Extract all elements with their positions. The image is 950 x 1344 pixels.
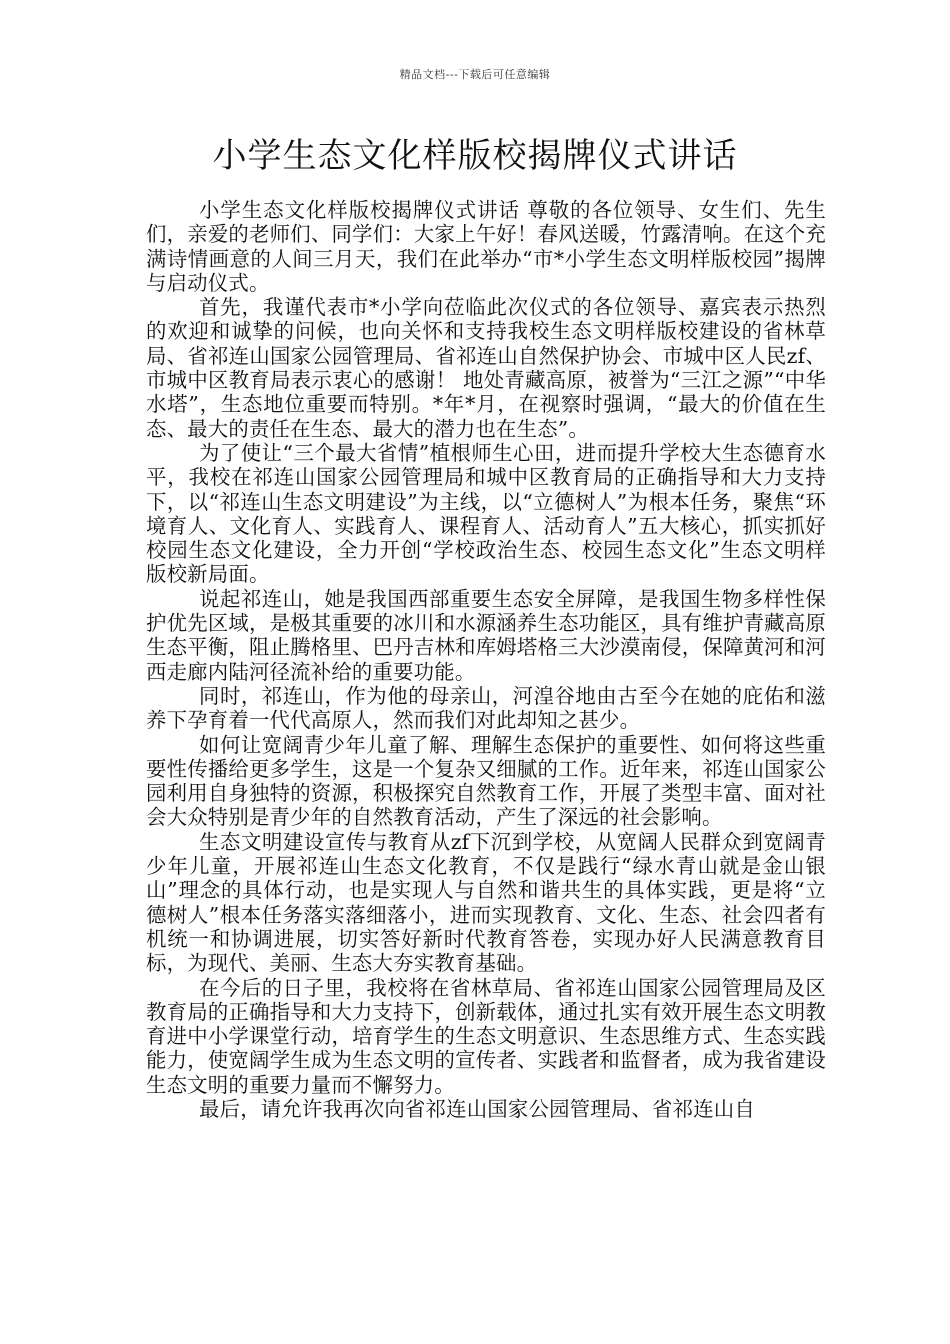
page-title: 小学生态文化样版校揭牌仪式讲话 (212, 136, 738, 176)
document-body (146, 198, 826, 1121)
paragraph: 说起祁连山，她是我国西部重要生态安全屏障，是我国生物多样性保护优先区域，是极其重要的冰川和水源涵养生态功能区，具有维护青藏高原生态平衡，阻止腾格里、巴丹吉林和库姆塔格三大沙漠南侵，保障黄河和河西走廊内陆河径流补给的重要功能。 (146, 586, 826, 684)
paragraph: 为了使让“三个最大省情”植根师生心田，进而提升学校大生态德育水平，我校在祁连山国家公园管理局和城中区教育局的正确指导和大力支持下，以“祁连山生态文明建设”为主线，以“立德树人”为根本任务，聚焦“环境育人、文化育人、实践育人、课程育人、活动育人”五大核心，抓实抓好校园生态文化建设，全力开创“学校政治生态、校园生态文化”生态文明样版校新局面。 (146, 440, 826, 587)
header-note: 精品文档---下载后可任意编辑 (399, 68, 551, 81)
paragraph: 生态文明建设宣传与教育从zf下沉到学校，从宽阔人民群众到宽阔青少年儿童，开展祁连山生态文化教育，不仅是践行“绿水青山就是金山银山”理念的具体行动，也是实现人与自然和谐共生的具体实践，更是将“立德树人”根本任务落实落细落小，进而实现教育、文化、生态、社会四者有机统一和协调进展，切实答好新时代教育答卷，实现办好人民满意教育目标，为现代、美丽、生态大夯实教育基础。 (146, 829, 826, 976)
paragraph: 同时，祁连山，作为他的母亲山，河湟谷地由古至今在她的庇佑和滋养下孕育着一代代高原人，然而我们对此却知之甚少。 (146, 683, 826, 733)
paragraph: 在今后的日子里，我校将在省林草局、省祁连山国家公园管理局及区教育局的正确指导和大力支持下，创新载体，通过扎实有效开展生态文明教育进中小学课堂行动，培育学生的生态文明意识、生态思维方式、生态实践能力，使宽阔学生成为生态文明的宣传者、实践者和监督者，成为我省建设生态文明的重要力量而不懈努力。 (146, 975, 826, 1097)
paragraph: 小学生态文化样版校揭牌仪式讲话 尊敬的各位领导、女生们、先生们，亲爱的老师们、同学们：大家上午好！春风送暖，竹露清响。在这个充满诗情画意的人间三月天，我们在此举办“市*小学生态文明样版校园”揭牌与启动仪式。 (146, 198, 826, 295)
paragraph: 首先，我谨代表市*小学向莅临此次仪式的各位领导、嘉宾表示热烈的欢迎和诚挚的问候，也向关怀和支持我校生态文明样版校建设的省林草局、省祁连山国家公园管理局、省祁连山自然保护协会、市城中区人民zf、市城中区教育局表示衷心的感谢！ 地处青藏高原，被誉为“三江之源”“中华水塔”，生态地位重要而特别。*年*月，在视察时强调，“最大的价值在生态、最大的责任在生态、最大的潜力也在生态”。 (146, 295, 826, 441)
paragraph: 最后，请允许我再次向省祁连山国家公园管理局、省祁连山自 (199, 1096, 755, 1121)
paragraph: 如何让宽阔青少年儿童了解、理解生态保护的重要性、如何将这些重要性传播给更多学生，这是一个复杂又细腻的工作。近年来，祁连山国家公园利用自身独特的资源，积极探究自然教育工作，开展了类型丰富、面对社会大众特别是青少年的自然教育活动，产生了深远的社会影响。 (146, 732, 826, 830)
